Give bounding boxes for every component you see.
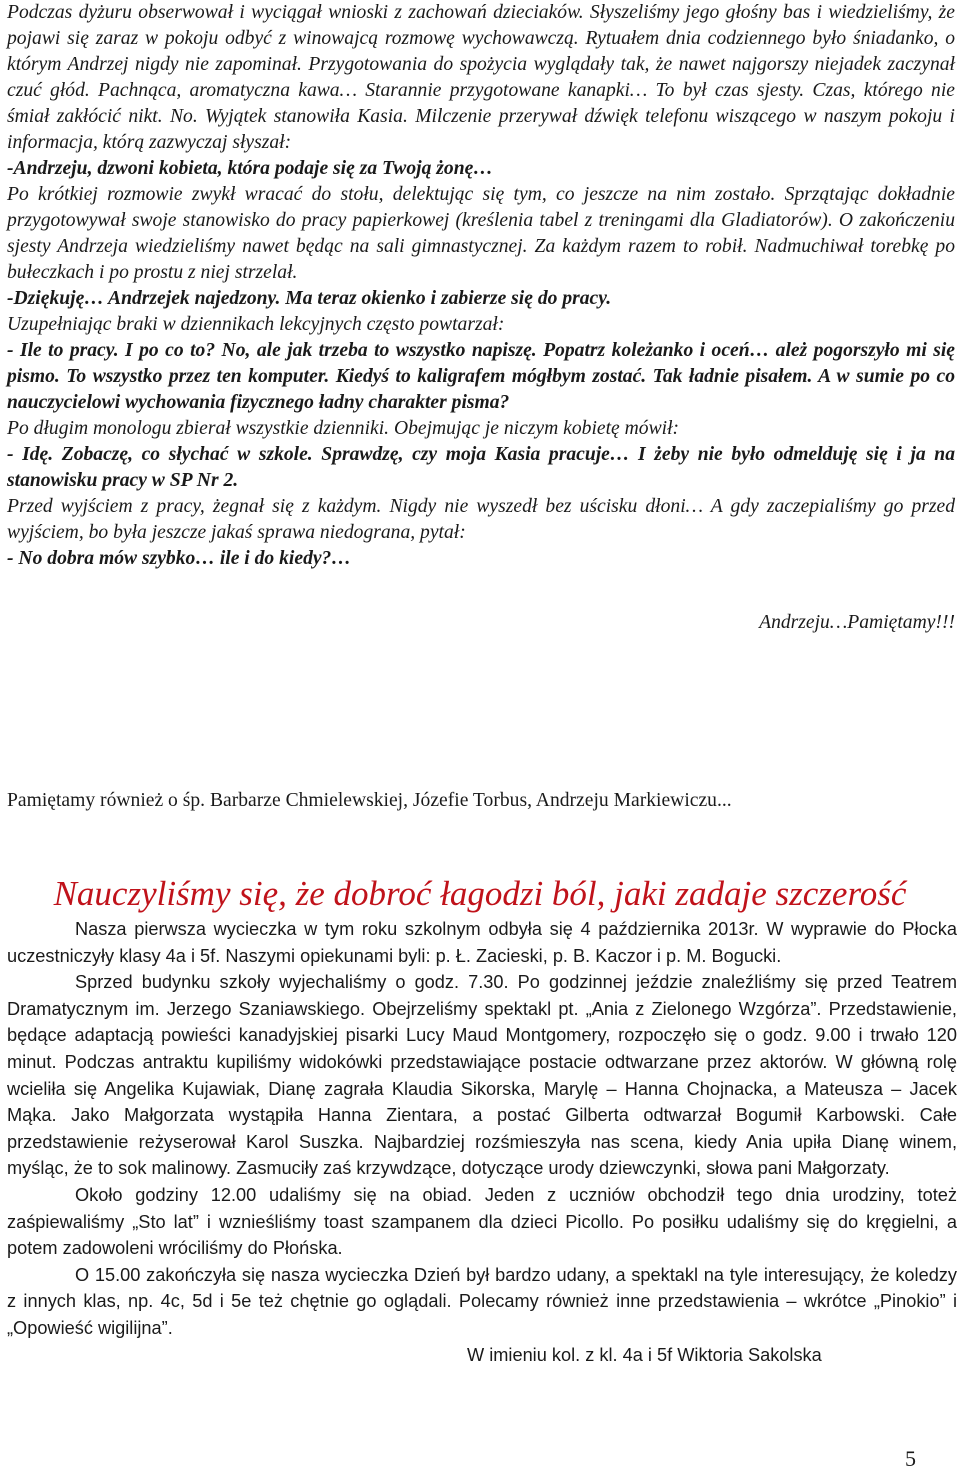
story-paragraph: Po krótkiej rozmowie zwykł wracać do stołu, delektując się tym, co jeszcze na nim zostało. Sprzątając dokładnie przygotowywał swoje stanowisko do pracy papierkowej (kreślenia tabel z treningami dla Gladiatorów). O zakończeniu sjesty Andrzeja wiedzieliśmy nawet będąc na sali gimnastycznej. Za każdym razem to robił. Nadmuchiwał torebkę po bułeczkach i po prostu z niej strzelał. (7, 184, 955, 283)
story-quote: - Idę. Zobaczę, co słychać w szkole. Sprawdzę, czy moja Kasia pracuje… I żeby nie było odmelduję się i ja na stanowisku pracy w SP Nr 2. (7, 444, 955, 491)
trip-report (7, 916, 957, 1368)
story-paragraph: Uzupełniając braki w dziennikach lekcyjnych często powtarzał: (7, 314, 505, 335)
report-paragraph: Około godziny 12.00 udaliśmy się na obiad. Jeden z uczniów obchodził tego dnia urodziny, toteż zaśpiewaliśmy „Sto lat” i wznieśliśmy toast szampanem dla dzieci Picollo. Po posiłku udaliśmy się do kręgielni, a potem zadowoleni wróciliśmy do Płońska. (7, 1184, 957, 1259)
story-quote: -Andrzeju, dzwoni kobieta, która podaje się za Twoją żonę… (7, 158, 493, 179)
page-number: 5 (905, 1446, 916, 1471)
story-quote: - Ile to pracy. I po co to? No, ale jak trzeba to wszystko napiszę. Popatrz koleżanko i oceń… ależ pogorszyło mi się pismo. To wszystko przez ten komputer. Kiedyś to kaligrafem mógłbym zostać. Tak ładnie pisałem. A w sumie po co nauczycielowi wychowania fizycznego ładny charakter pisma? (7, 340, 955, 413)
story-quote: - No dobra mów szybko… ile i do kiedy?… (7, 548, 351, 569)
story-quote: -Dziękuję… Andrzejek najedzony. Ma teraz okienko i zabierze się do pracy. (7, 288, 612, 309)
story-paragraph: Po długim monologu zbierał wszystkie dzienniki. Obejmując je niczym kobietę mówił: (7, 418, 680, 439)
article-headline: Nauczyliśmy się, że dobroć łagodzi ból, jaki zadaje szczerość (53, 874, 907, 913)
report-paragraph: Sprzed budynku szkoły wyjechaliśmy o godz. 7.30. Po godzinnej jeździe znaleźliśmy się przed Teatrem Dramatycznym im. Jerzego Szaniawskiego. Obejrzeliśmy spektakl pt. „Ania z Zielonego Wzgórza”. Przedstawienie, będące adaptacją powieści kanadyjskiej pisarki Lucy Maud Montgomery, rozpoczęło się o godz. 9.00 i trwało 120 minut. Podczas antraktu kupiliśmy widokówki przedstawiające postacie odtwarzane przez aktorów. W główną rolę wcieliła się Angelika Kujawiak, Dianę zagrała Klaudia Sikorska, Marylę – Hanna Chojnacka, a Mateusza – Jacek Mąka. Jako Małgorzata wystąpiła Hanna Zientara, a postać Gilberta odtwarzał Bogumił Karbowski. Całe przedstawienie reżyserował Karol Suszka. Najbardziej rozśmieszyła nas scena, kiedy Ania upiła Dianę winem, myśląc, że to sok malinowy. Zasmuciły zaś krzywdzące, dotyczące urody dziewczynki, słowa pani Małgorzaty. (7, 972, 957, 1179)
story-paragraph: Przed wyjściem z pracy, żegnał się z każdym. Nigdy nie wyszedł bez uścisku dłoni… A gdy zaczepialiśmy go przed wyjściem, bo była jeszcze jakaś sprawa niedograna, pytał: (7, 496, 955, 543)
story-closing: Andrzeju…Pamiętamy!!! (759, 612, 955, 633)
report-paragraph: O 15.00 zakończyła się nasza wycieczka Dzień był bardzo udany, a spektakl na tyle interesujący, że koledzy z innych klas, np. 4c, 5d i 5e też chętnie go oglądali. Polecamy również inne przedstawienia – wkrótce „Pinokio” i „Opowieść wigilijna”. (7, 1264, 957, 1338)
remembrance-line: Pamiętamy również o śp. Barbarze Chmielewskiej, Józefie Torbus, Andrzeju Markiewiczu... (7, 790, 732, 811)
story-paragraph: Podczas dyżuru obserwował i wyciągał wnioski z zachowań dzieciaków. Słyszeliśmy jego głośny bas i wiedzieliśmy, że pojawi się zaraz w pokoju odbyć z winowajcą rozmowę wychowawczą. Rytuałem dnia codziennego było śniadanko, o którym Andrzej nigdy nie zapominał. Przygotowania do spożycia wyglądały tak, że nawet najgorszy niejadek zaczynał czuć głód. Pachnąca, aromatyczna kawa… Starannie przygotowane kanapki… To był czas sjesty. Czas, którego nie śmiał zakłócić nikt. No. Wyjątek stanowiła Kasia. Milczenie przerywał dźwięk telefonu wiszącego w naszym pokoju i informacja, którą zazwyczaj słyszał: (7, 2, 955, 153)
report-paragraph: Nasza pierwsza wycieczka w tym roku szkolnym odbyła się 4 października 2013r. W wyprawie do Płocka uczestniczyły klasy 4a i 5f. Naszymi opiekunami byli: p. Ł. Zacieski, p. B. Kaczor i p. M. Bogucki. (7, 919, 957, 966)
story-section (7, 0, 955, 636)
report-signature: W imieniu kol. z kl. 4a i 5f Wiktoria Sakolska (467, 1344, 822, 1365)
